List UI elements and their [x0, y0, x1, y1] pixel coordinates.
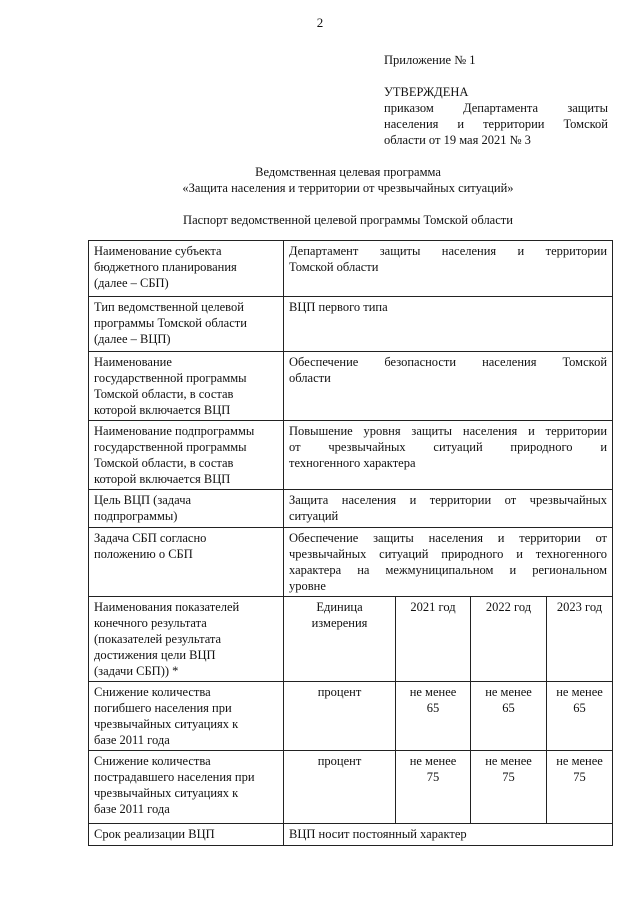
indicator-value: не менее 75	[471, 751, 547, 824]
program-name-heading: «Защита населения и территории от чрезвычайных ситуаций»	[182, 181, 514, 195]
indicator-unit: процент	[284, 751, 396, 824]
row-label: Цель ВЦП (задача подпрограммы)	[89, 490, 284, 528]
passport-table	[88, 240, 613, 846]
program-type-heading: Ведомственная целевая программа	[255, 165, 441, 179]
indicator-value: не менее 75	[396, 751, 471, 824]
indicator-value: не менее 75	[547, 751, 613, 824]
table-row	[89, 352, 613, 421]
approved-label: УТВЕРЖДЕНА	[384, 85, 469, 99]
row-value: Департамент защиты населения и территории Томской области	[284, 241, 613, 297]
table-row	[89, 297, 613, 352]
row-value: Обеспечение защиты населения и территории от чрезвычайных ситуаций природного и техногенного характера на межмуниципальном и региональном уровне	[284, 528, 613, 597]
indicators-header-label: Наименования показателей конечного результата (показателей результата достижения цели ВЦП (задачи СБП)) *	[89, 597, 284, 682]
row-value: Повышение уровня защиты населения и территории от чрезвычайных ситуаций природного и техногенного характера	[284, 421, 613, 490]
term-label: Срок реализации ВЦП	[89, 824, 284, 846]
indicators-header-row	[89, 597, 613, 682]
row-value: ВЦП первого типа	[284, 297, 613, 352]
table-row	[89, 421, 613, 490]
appendix-label: Приложение № 1	[384, 53, 476, 67]
row-label: Наименование подпрограммы государственной программы Томской области, в состав которой включается ВЦП	[89, 421, 284, 490]
indicator-label: Снижение количества погибшего населения при чрезвычайных ситуациях к базе 2011 года	[89, 682, 284, 751]
page-number: 2	[316, 15, 324, 30]
row-value: Обеспечение безопасности населения Томской области	[284, 352, 613, 421]
indicator-unit: процент	[284, 682, 396, 751]
table-row	[89, 490, 613, 528]
approval-order-line: населения и территории Томской	[384, 117, 608, 131]
indicator-value: не менее 65	[471, 682, 547, 751]
indicator-value: не менее 65	[547, 682, 613, 751]
approval-order-line: области от 19 мая 2021 № 3	[384, 133, 531, 147]
unit-header: Единица измерения	[284, 597, 396, 682]
indicator-row	[89, 682, 613, 751]
year-header: 2022 год	[471, 597, 547, 682]
approval-order-line: приказом Департамента защиты	[384, 101, 608, 115]
row-label: Наименование субъекта бюджетного планирования (далее – СБП)	[89, 241, 284, 297]
table-row	[89, 241, 613, 297]
year-header: 2021 год	[396, 597, 471, 682]
row-value: Защита населения и территории от чрезвычайных ситуаций	[284, 490, 613, 528]
table-row	[89, 528, 613, 597]
row-label: Задача СБП согласно положению о СБП	[89, 528, 284, 597]
passport-title: Паспорт ведомственной целевой программы Томской области	[183, 213, 513, 227]
indicator-value: не менее 65	[396, 682, 471, 751]
row-label: Наименование государственной программы Томской области, в состав которой включается ВЦП	[89, 352, 284, 421]
row-label: Тип ведомственной целевой программы Томской области (далее – ВЦП)	[89, 297, 284, 352]
term-row	[89, 824, 613, 846]
approval-order	[384, 100, 608, 148]
indicator-label: Снижение количества пострадавшего населения при чрезвычайных ситуациях к базе 2011 года	[89, 751, 284, 824]
indicator-row	[89, 751, 613, 824]
term-value: ВЦП носит постоянный характер	[284, 824, 613, 846]
year-header: 2023 год	[547, 597, 613, 682]
